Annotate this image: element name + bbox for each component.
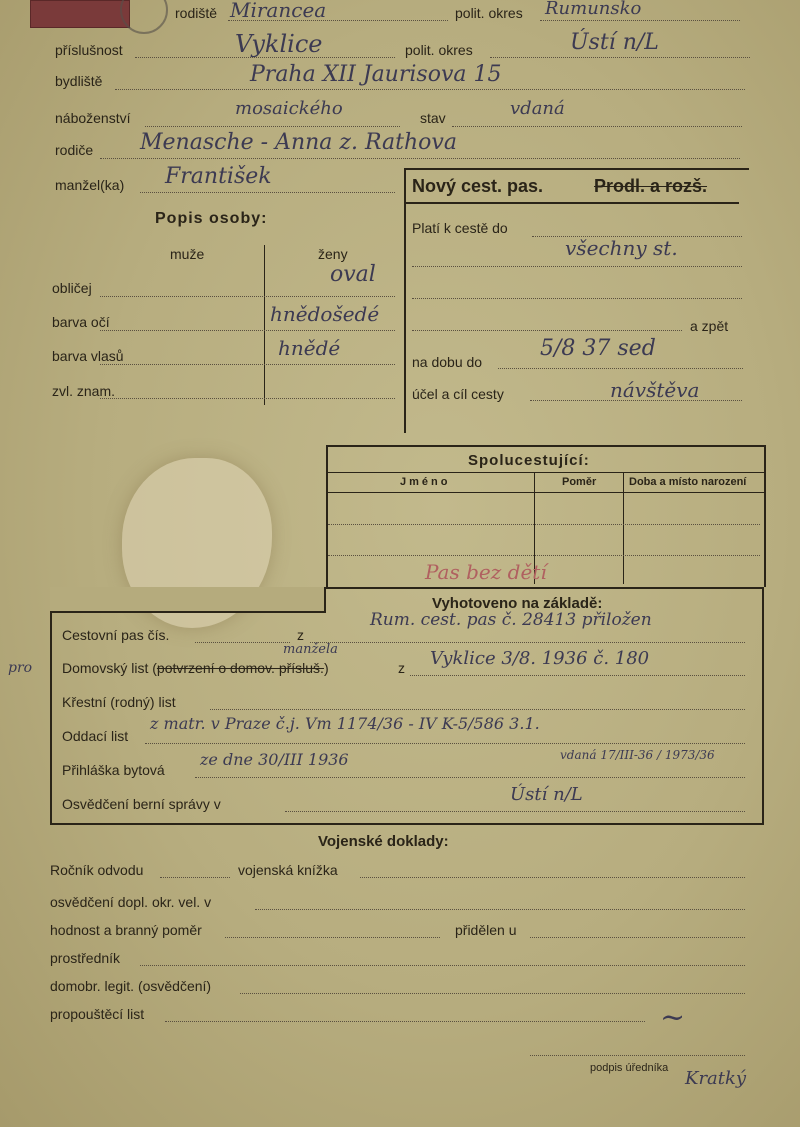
oblicej-value: oval xyxy=(330,262,376,287)
dobu-value: 5/8 37 sed xyxy=(540,336,656,361)
polit-okres-value-1: Rumunsko xyxy=(545,0,642,19)
col-doba: Doba a místo narození xyxy=(629,476,747,488)
plati-label: Platí k cestě do xyxy=(412,220,508,236)
domobr-label: domobr. legit. (osvědčení) xyxy=(50,978,212,994)
barva-vlasu-label: barva vlasů xyxy=(52,348,124,364)
zaklad-title: Vyhotoveno na základě: xyxy=(432,595,603,612)
domovsky-above: manžela xyxy=(283,642,338,657)
rocnik-label: Ročník odvodu xyxy=(50,862,144,878)
ucel-label: účel a cíl cesty xyxy=(412,386,504,402)
pas-box-left xyxy=(404,168,406,433)
cestovni-label: Cestovní pas čís. xyxy=(62,627,170,643)
osvedceni-label: Osvědčení berní správy v xyxy=(62,796,221,812)
rodiste-label: rodiště xyxy=(175,5,218,21)
pas-box-top xyxy=(404,168,749,170)
podpis-label: podpis úředníka xyxy=(590,1062,669,1074)
dopl-label: osvědčení dopl. okr. vel. v xyxy=(50,894,212,910)
nabozenstvi-label: náboženství xyxy=(55,110,131,126)
domovsky-value: Vyklice 3/8. 1936 č. 180 xyxy=(430,648,650,669)
manzel-label: manžel(ka) xyxy=(55,177,125,193)
cestovni-value: Rum. cest. pas č. 28413 přiložen xyxy=(370,610,652,630)
rodice-label: rodiče xyxy=(55,142,94,158)
zaklad-notch xyxy=(50,587,326,613)
podpis-value: Kratký xyxy=(685,1068,747,1089)
knizka-label: vojenská knížka xyxy=(238,862,338,878)
bydliste-label: bydliště xyxy=(55,73,103,89)
a-zpet-label: a zpět xyxy=(690,318,729,334)
pas-box-rule xyxy=(404,202,739,204)
prostrednik-label: prostředník xyxy=(50,950,121,966)
polit-okres-value-2: Ústí n/L xyxy=(570,30,659,55)
stav-label: stav xyxy=(420,110,446,126)
pas-title: Nový cest. pas. xyxy=(412,176,544,196)
popis-title: Popis osoby: xyxy=(155,210,268,227)
propousteci-label: propouštěcí list xyxy=(50,1006,145,1022)
margin-note: pro xyxy=(8,660,33,676)
plati-value: všechny st. xyxy=(565,236,678,260)
krestni-label: Křestní (rodný) list xyxy=(62,694,176,710)
rodice-value: Menasche - Anna z. Rathova xyxy=(140,130,457,155)
oblicej-label: obličej xyxy=(52,280,92,296)
oddaci-value: z matr. v Praze č.j. Vm 1174/36 - IV K-5/586 3.1. xyxy=(150,714,540,733)
bydliste-value: Praha XII Jaurisova 15 xyxy=(250,62,502,87)
barva-vlasu-value: hnědé xyxy=(278,336,341,360)
osvedceni-value: Ústí n/L xyxy=(510,784,583,805)
prihlaska-extra: vdaná 17/III-36 / 1973/36 xyxy=(560,748,715,762)
z-2: z xyxy=(398,660,405,676)
pas-struck: Prodl. a rozš. xyxy=(594,176,708,196)
spolucestujici-title: Spolucestující: xyxy=(468,452,590,469)
manzel-value: František xyxy=(165,164,272,189)
pridelen-label: přidělen u xyxy=(455,922,517,938)
zvl-znam-label: zvl. znam. xyxy=(52,383,116,399)
vojenske-title: Vojenské doklady: xyxy=(318,833,449,850)
prislusnost-value: Vyklice xyxy=(235,30,323,58)
popis-divider xyxy=(264,245,265,405)
col-pomer: Poměr xyxy=(562,476,597,488)
rodiste-value: Mirancea xyxy=(230,0,327,22)
hodnost-label: hodnost a branný poměr xyxy=(50,922,202,938)
dobu-label: na dobu do xyxy=(412,354,483,370)
revenue-stamp xyxy=(30,0,130,28)
postmark xyxy=(120,0,168,34)
col-jmeno: Jméno xyxy=(400,476,451,488)
polit-okres-label-2: polit. okres xyxy=(405,42,473,58)
prihlaska-value: ze dne 30/III 1936 xyxy=(200,750,349,769)
popis-muze: muže xyxy=(170,246,205,262)
z-1: z xyxy=(297,627,304,643)
oddaci-label: Oddací list xyxy=(62,728,129,744)
stav-value: vdaná xyxy=(510,98,565,119)
prihlaska-label: Přihláška bytová xyxy=(62,762,165,778)
polit-okres-label-1: polit. okres xyxy=(455,5,523,21)
popis-zeny: ženy xyxy=(318,246,348,262)
signature-mark: ~ xyxy=(660,1000,686,1035)
spolucestujici-note: Pas bez dětí xyxy=(425,560,547,584)
prislusnost-label: příslušnost xyxy=(55,42,123,58)
barva-oci-value: hnědošedé xyxy=(270,302,380,326)
barva-oci-label: barva očí xyxy=(52,314,110,330)
ucel-value: návštěva xyxy=(610,378,700,402)
nabozenstvi-value: mosaického xyxy=(235,98,343,119)
domovsky-label: Domovský list (potvrzení o domov. přísluš.) xyxy=(62,660,329,676)
